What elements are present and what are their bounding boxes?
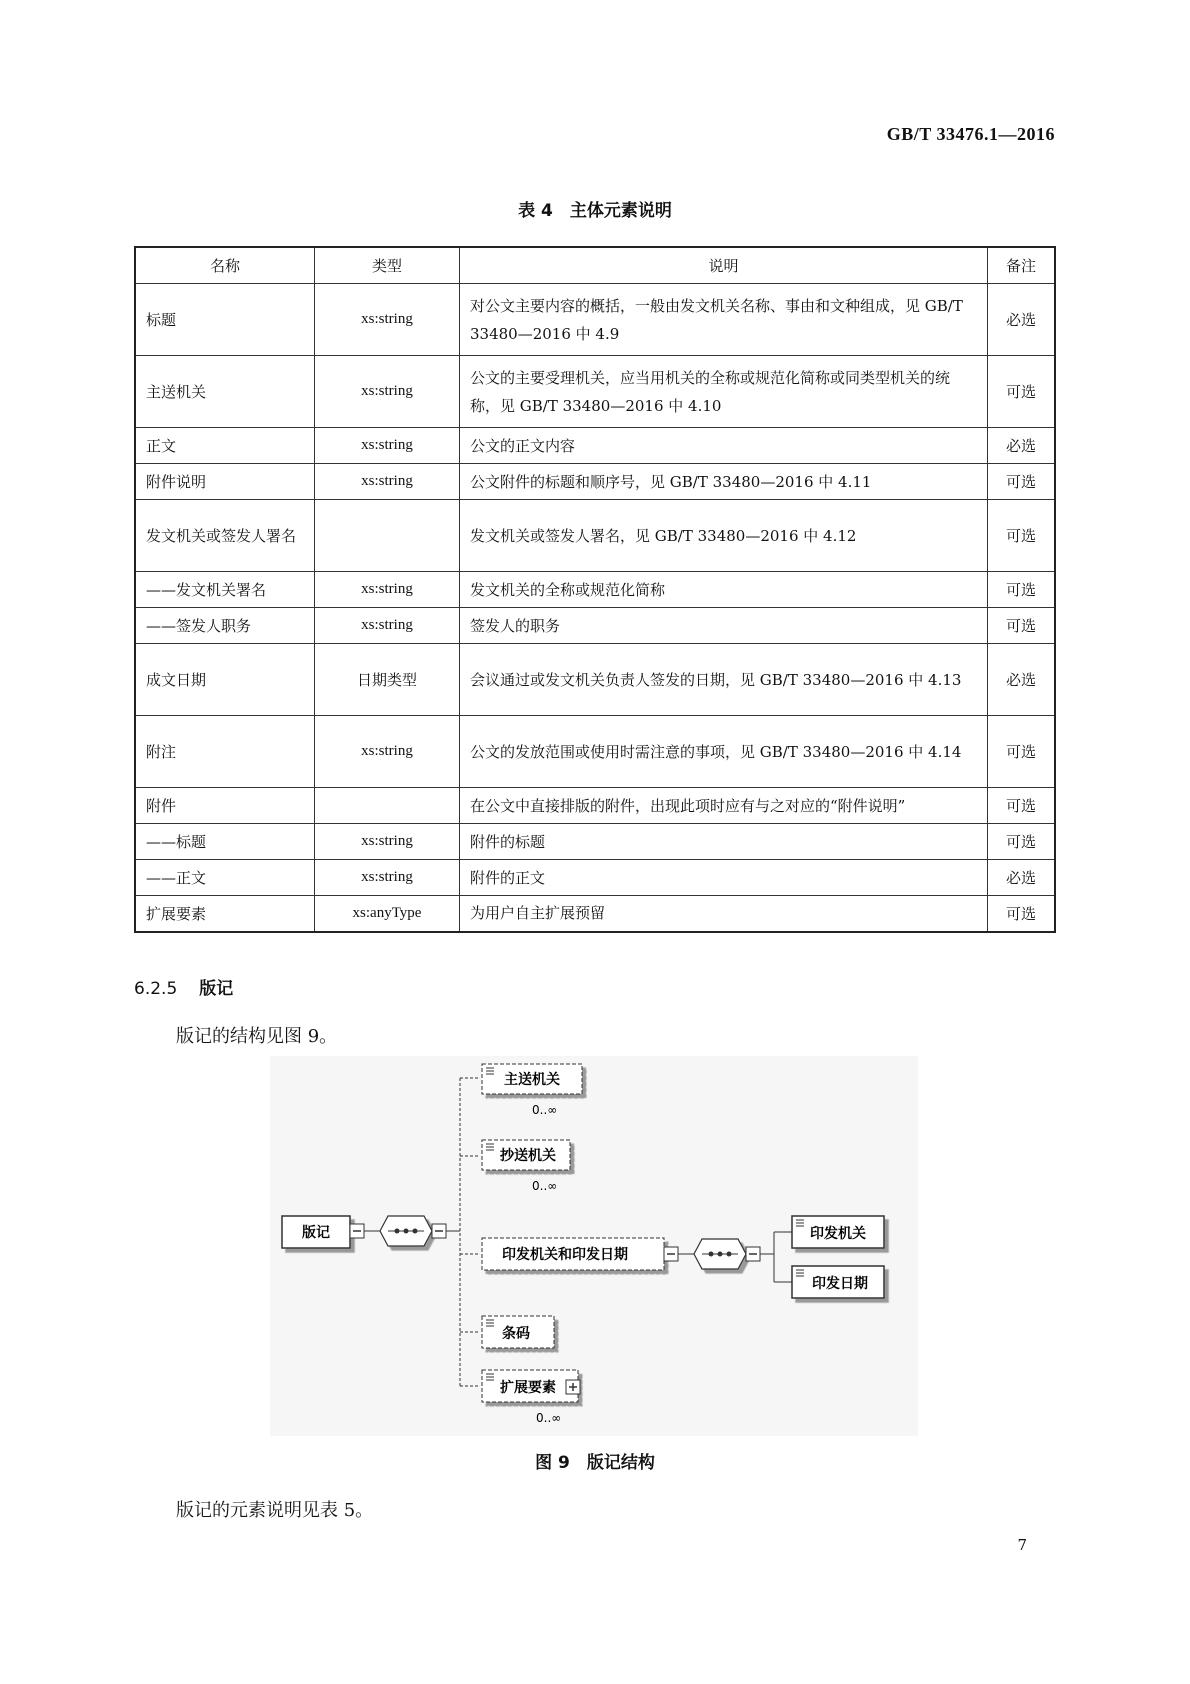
cell-type: xs:string [315, 824, 460, 860]
paragraph-structure-ref: 版记的结构见图 9。 [176, 1026, 338, 1047]
cell-note: 可选 [988, 356, 1056, 428]
node-yinfa-group-label: 印发机关和印发日期 [502, 1247, 628, 1263]
cell-desc: 会议通过或发文机关负责人签发的日期，见 GB/T 33480—2016 中 4.13 [460, 644, 988, 716]
cell-note: 可选 [988, 824, 1056, 860]
cell-desc: 公文的主要受理机关，应当用机关的全称或规范化简称或同类型机关的统称，见 GB/T 33480—2016 中 4.10 [460, 356, 988, 428]
cell-note: 可选 [988, 500, 1056, 572]
cell-name: 正文 [135, 428, 315, 464]
cell-note: 必选 [988, 284, 1056, 356]
cell-desc: 发文机关的全称或规范化简称 [460, 572, 988, 608]
structure-diagram [270, 1056, 918, 1436]
cell-note: 可选 [988, 716, 1056, 788]
table-row [135, 788, 1055, 824]
cell-type: xs:string [315, 608, 460, 644]
table-row [135, 572, 1055, 608]
col-header-desc: 说明 [460, 247, 988, 284]
cardinality-label: 0..∞ [532, 1179, 558, 1193]
cell-type: xs:string [315, 284, 460, 356]
element-table [134, 246, 1056, 933]
cell-desc: 发文机关或签发人署名，见 GB/T 33480—2016 中 4.12 [460, 500, 988, 572]
cell-type [315, 500, 460, 572]
cell-name: ——发文机关署名 [135, 572, 315, 608]
node-yinfa-riqi-label: 印发日期 [812, 1276, 868, 1292]
table-row [135, 824, 1055, 860]
cell-note: 必选 [988, 860, 1056, 896]
table-row [135, 716, 1055, 788]
cell-note: 可选 [988, 464, 1056, 500]
table-row [135, 644, 1055, 716]
cell-note: 可选 [988, 788, 1056, 824]
cell-name: 附件说明 [135, 464, 315, 500]
cell-type: xs:string [315, 356, 460, 428]
section-heading [134, 974, 233, 999]
table-row [135, 464, 1055, 500]
node-zhusong-label: 主送机关 [504, 1072, 560, 1088]
table-row [135, 284, 1055, 356]
col-header-type: 类型 [315, 247, 460, 284]
cell-name: 成文日期 [135, 644, 315, 716]
cell-name: 主送机关 [135, 356, 315, 428]
cell-desc: 签发人的职务 [460, 608, 988, 644]
cell-name: ——签发人职务 [135, 608, 315, 644]
cell-desc: 公文的发放范围或使用时需注意的事项，见 GB/T 33480—2016 中 4.14 [460, 716, 988, 788]
cell-type: xs:string [315, 860, 460, 896]
standard-code: GB/T 33476.1—2016 [886, 124, 1055, 144]
cell-name: 标题 [135, 284, 315, 356]
cell-note: 必选 [988, 428, 1056, 464]
table-row [135, 896, 1055, 932]
cell-name: 扩展要素 [135, 896, 315, 932]
cell-desc: 在公文中直接排版的附件，出现此项时应有与之对应的“附件说明” [460, 788, 988, 824]
cell-note: 必选 [988, 644, 1056, 716]
cell-type: xs:string [315, 464, 460, 500]
cell-type: xs:string [315, 572, 460, 608]
cell-type: xs:string [315, 716, 460, 788]
cell-name: ——标题 [135, 824, 315, 860]
table-caption: 表 4 主体元素说明 [518, 201, 672, 221]
figure-caption: 图 9 版记结构 [535, 1453, 655, 1473]
cell-type: 日期类型 [315, 644, 460, 716]
cell-desc: 公文的正文内容 [460, 428, 988, 464]
node-root-label: 版记 [302, 1225, 330, 1241]
cell-name: 发文机关或签发人署名 [135, 500, 315, 572]
cardinality-label: 0..∞ [532, 1103, 558, 1117]
cell-name: 附件 [135, 788, 315, 824]
table-row [135, 356, 1055, 428]
table-row [135, 428, 1055, 464]
table-row [135, 860, 1055, 896]
col-header-name: 名称 [135, 247, 315, 284]
table-row [135, 608, 1055, 644]
cell-type: xs:anyType [315, 896, 460, 932]
cell-type: xs:string [315, 428, 460, 464]
page-number: 7 [1017, 1536, 1027, 1554]
node-tiaoma-label: 条码 [502, 1326, 530, 1342]
cell-note: 可选 [988, 572, 1056, 608]
node-kuozhan-label: 扩展要素 [500, 1380, 556, 1396]
table-row [135, 500, 1055, 572]
section-number: 6.2.5 [134, 979, 178, 999]
cell-note: 可选 [988, 896, 1056, 932]
cell-name: ——正文 [135, 860, 315, 896]
cell-desc: 附件的标题 [460, 824, 988, 860]
cell-type [315, 788, 460, 824]
paragraph-table-ref: 版记的元素说明见表 5。 [176, 1500, 374, 1521]
cell-note: 可选 [988, 608, 1056, 644]
cardinality-label: 0..∞ [536, 1411, 562, 1425]
col-header-note: 备注 [988, 247, 1056, 284]
cell-desc: 为用户自主扩展预留 [460, 896, 988, 932]
node-yinfa-jiguan-label: 印发机关 [810, 1226, 866, 1242]
table-header-row [135, 247, 1055, 284]
cell-desc: 对公文主要内容的概括，一般由发文机关名称、事由和文种组成，见 GB/T 33480—2016 中 4.9 [460, 284, 988, 356]
node-chaosong-label: 抄送机关 [500, 1148, 556, 1164]
cell-desc: 附件的正文 [460, 860, 988, 896]
cell-name: 附注 [135, 716, 315, 788]
section-title: 版记 [199, 979, 234, 999]
cell-desc: 公文附件的标题和顺序号，见 GB/T 33480—2016 中 4.11 [460, 464, 988, 500]
